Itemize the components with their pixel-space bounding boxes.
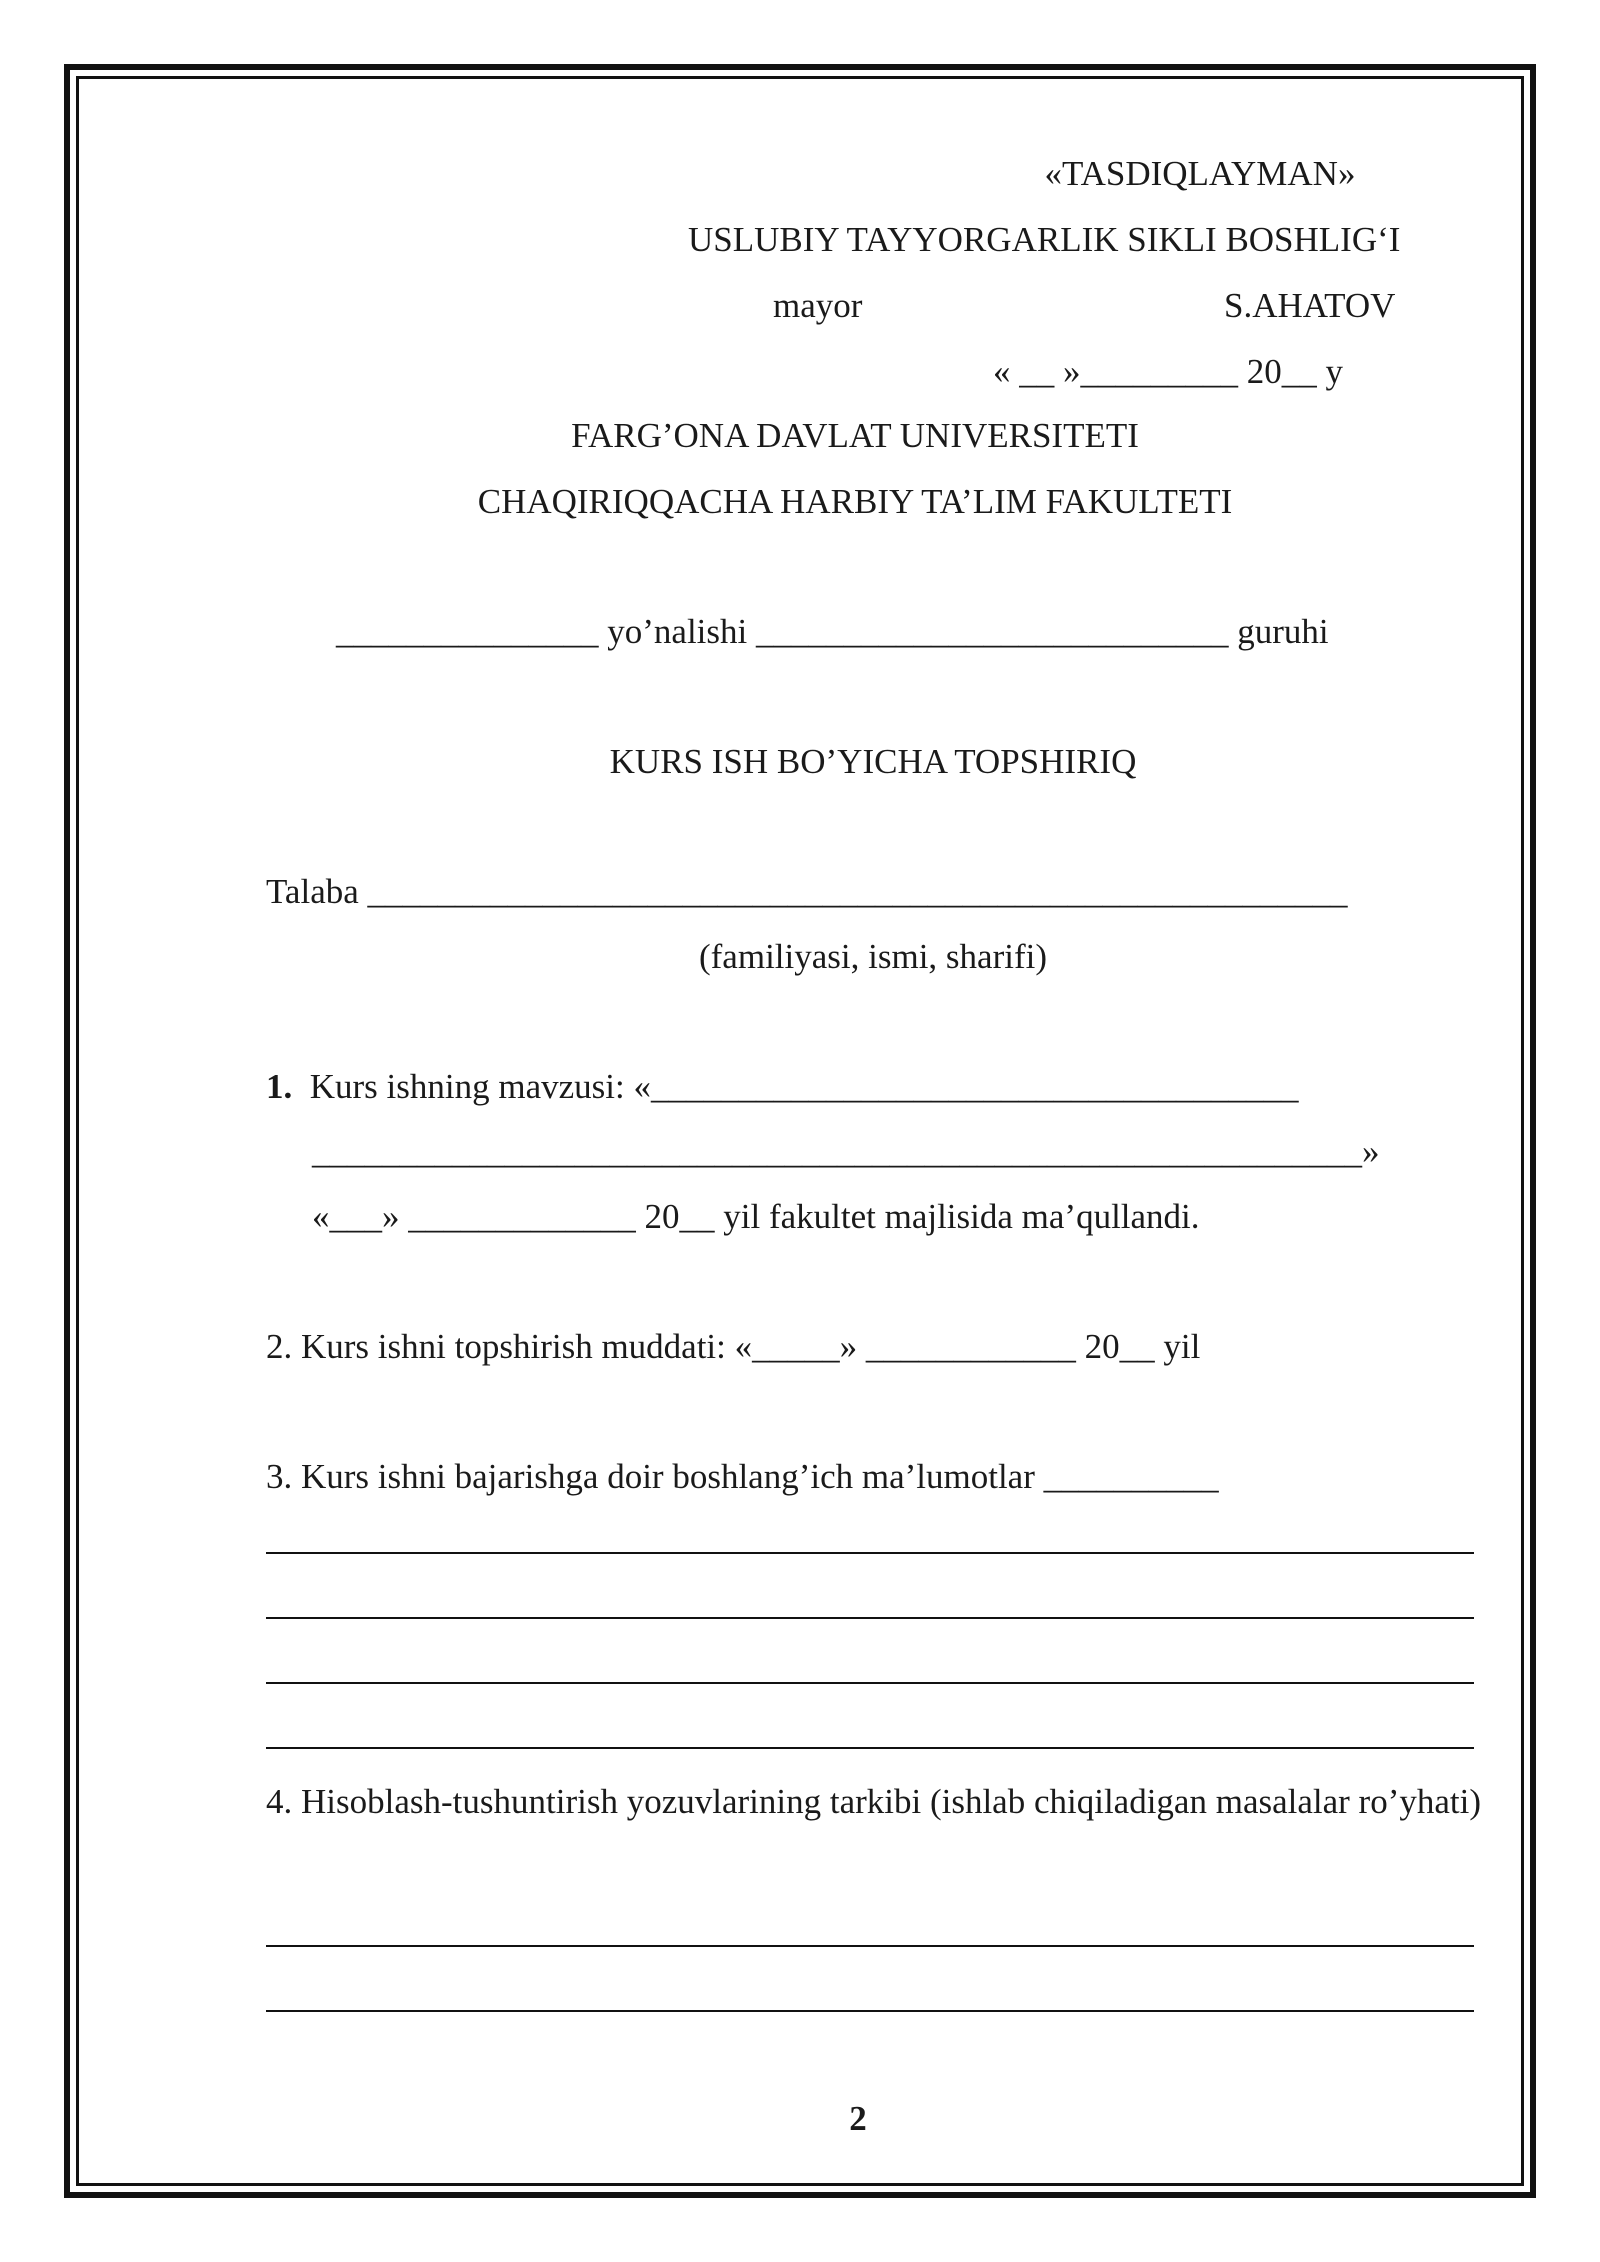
approval-stamp: «TASDIQLAYMAN» [1044,154,1356,193]
page-number: 2 [849,2099,867,2138]
item-1 [266,1065,1298,1109]
university-name: FARG’ONA DAVLAT UNIVERSITETI [571,416,1139,455]
item-1-text: Kurs ishning mavzusi: «_____________________________________ [309,1067,1299,1106]
blank-line [266,1747,1474,1749]
blank-line [266,1945,1474,1947]
blank-line [266,1552,1474,1554]
document-title: KURS ISH BO’YICHA TOPSHIRIQ [609,742,1137,781]
blank-line [266,1682,1474,1684]
student-hint: (familiyasi, ismi, sharifi) [699,937,1047,976]
group-line: _______________ yo’nalishi ___________________________ guruhi [336,612,1329,651]
approval-name: S.AHATOV [1224,286,1396,325]
faculty-name: CHAQIRIQQACHA HARBIY TA’LIM FAKULTETI [477,482,1233,521]
approval-date-line: « __ »_________ 20__ y [993,352,1343,391]
item-1-continuation: ____________________________________________________________» [312,1132,1380,1171]
item-2: 2. Kurs ishni topshirish muddati: «_____» ____________ 20__ yil [266,1327,1201,1366]
item-1-approval-date: «___» _____________ 20__ yil fakultet majlisida ma’qullandi. [312,1197,1200,1236]
student-line: Talaba ________________________________________________________ [266,872,1348,911]
blank-line [266,2010,1474,2012]
item-1-number: 1. [266,1067,293,1106]
approval-position: USLUBIY TAYYORGARLIK SIKLI BOSHLIG‘I [688,220,1401,259]
blank-line [266,1617,1474,1619]
item-3: 3. Kurs ishni bajarishga doir boshlang’ich ma’lumotlar __________ [266,1457,1219,1496]
item-4: 4. Hisoblash-tushuntirish yozuvlarining tarkibi (ishlab chiqiladigan masalalar ro’yhati) [266,1782,1482,1821]
approval-rank: mayor [773,286,863,325]
